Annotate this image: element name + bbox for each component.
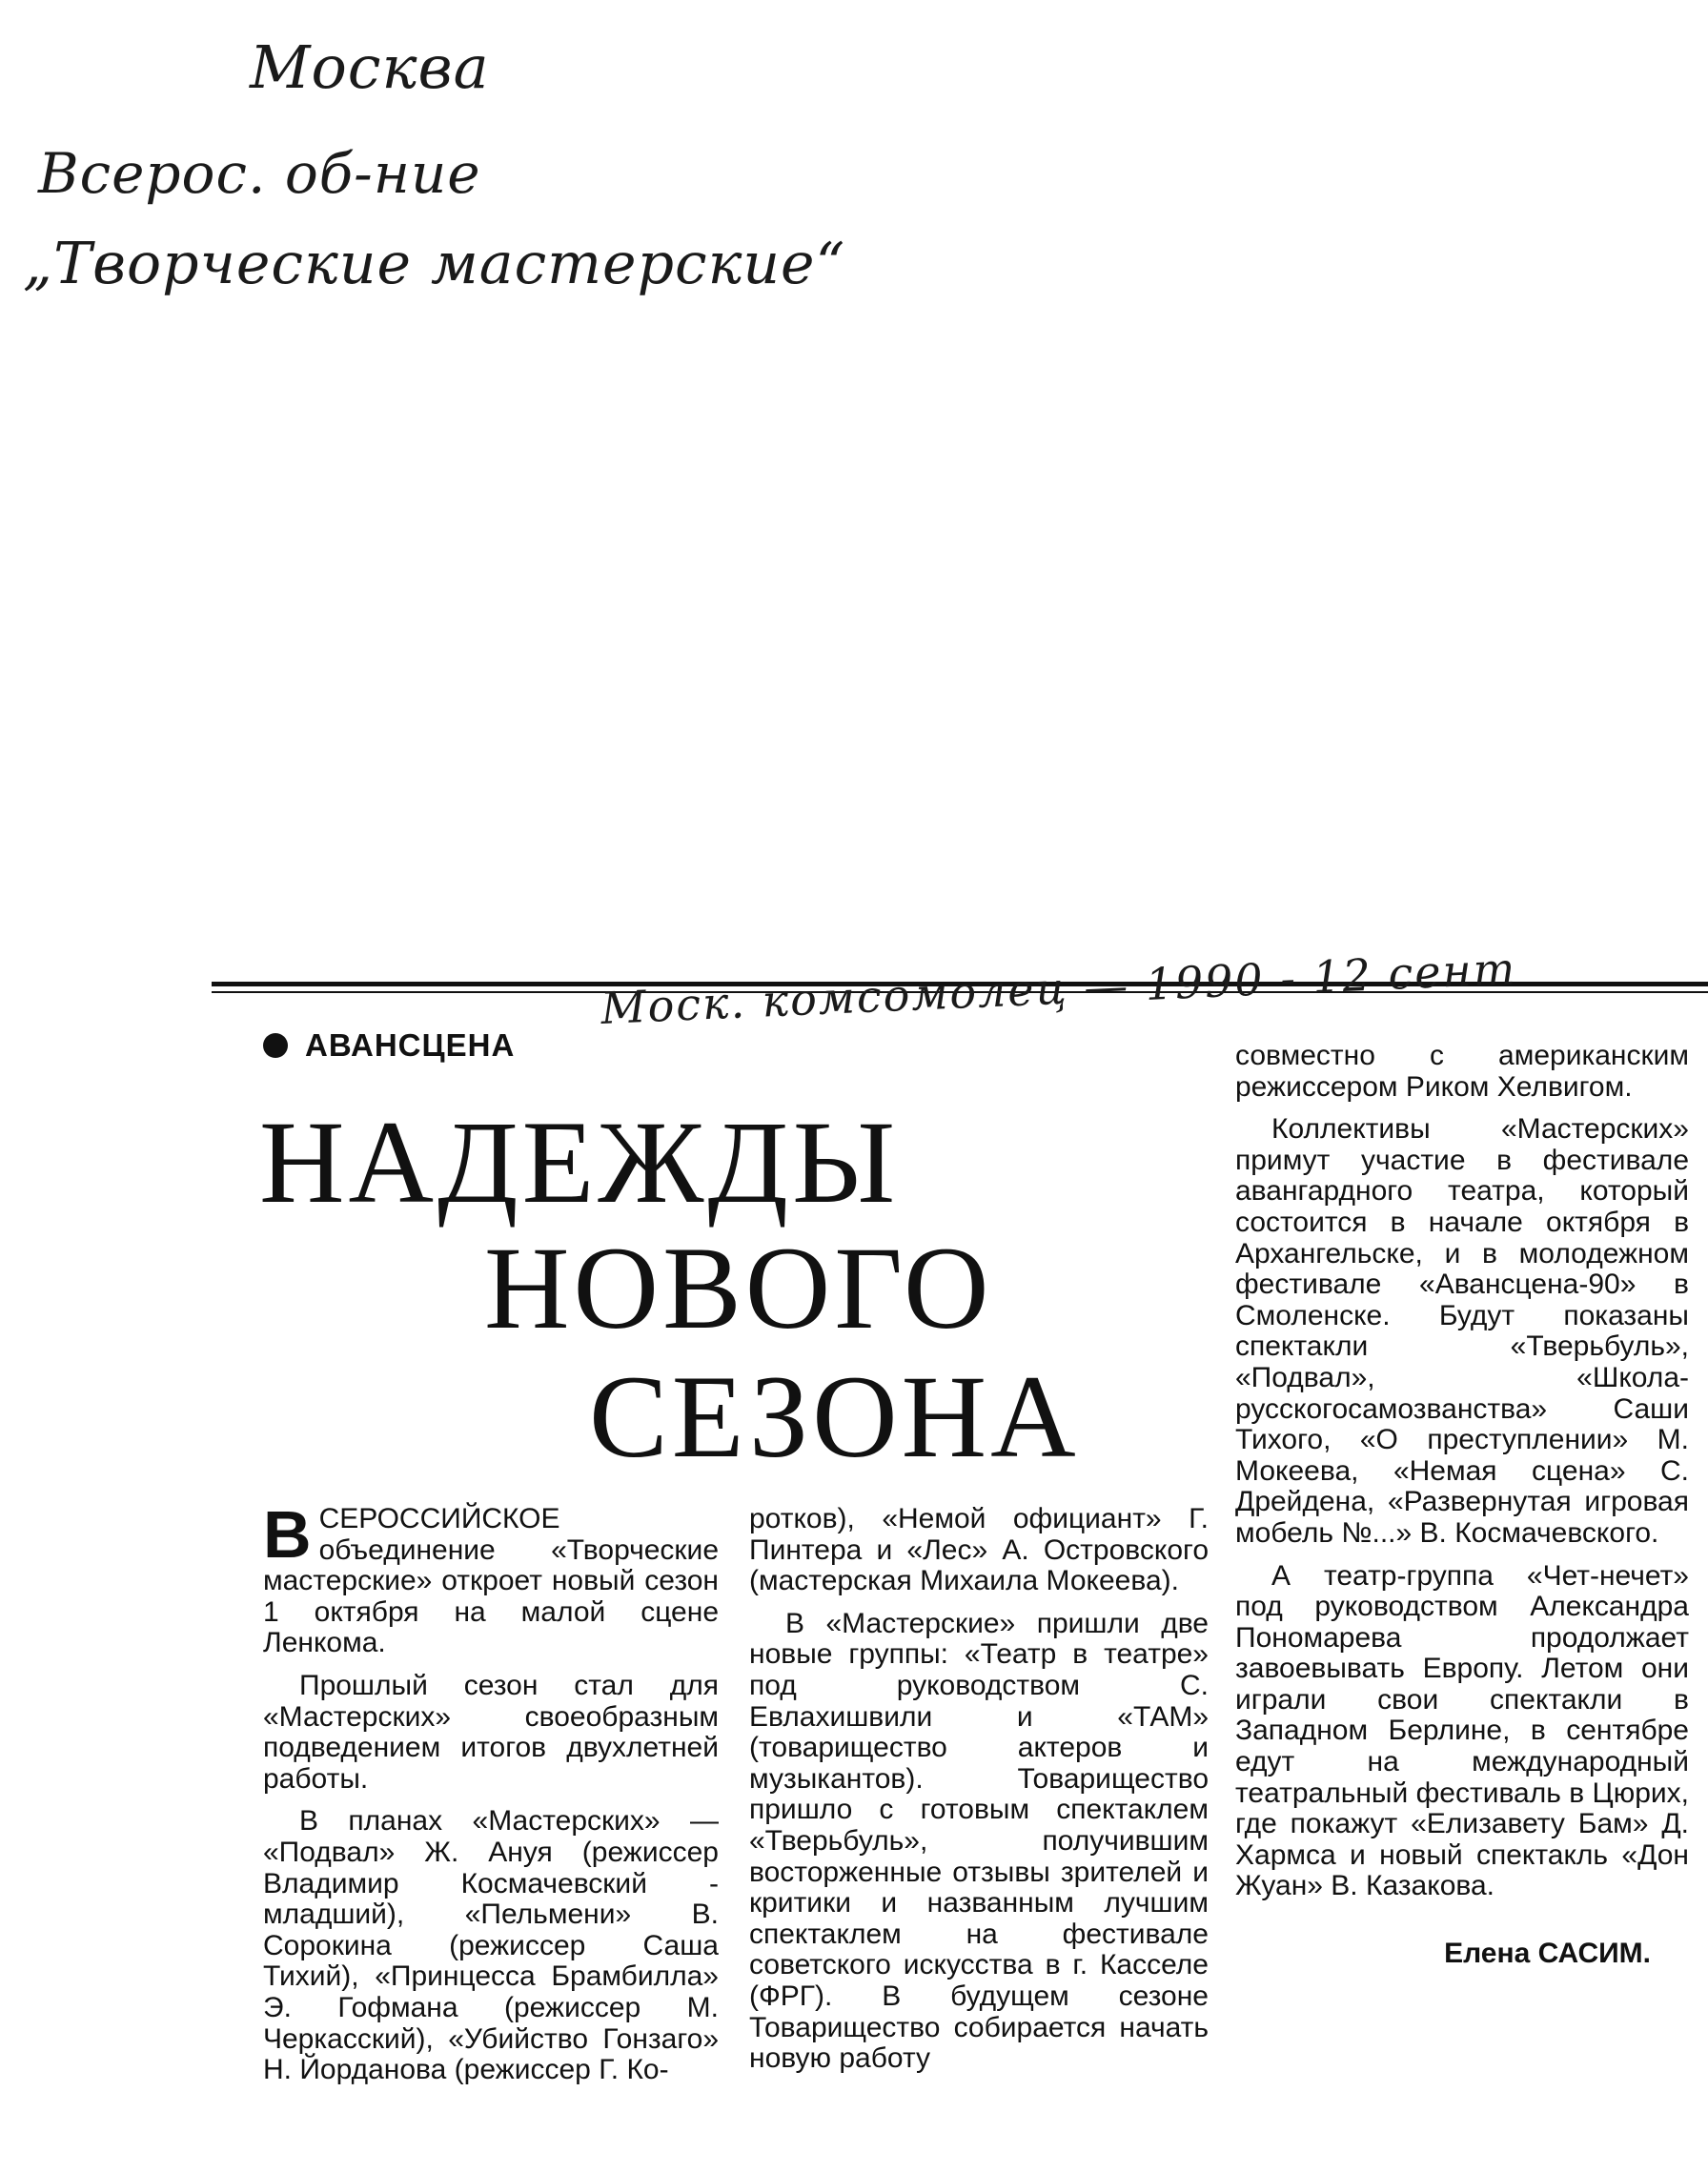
headline-line-2: НОВОГО	[484, 1223, 993, 1353]
article-paragraph: ротков), «Немой официант» Г. Пинтера и «Лес» А. Островского (мастерская Михаила Мокеева).	[749, 1503, 1209, 1597]
article-paragraph: Коллективы «Мастерских» примут участие в фестивале авангардного театра, который состоится в начале октября в Архангельске, и в молодежном фестивале «Авансцена-90» в Смоленске. Будут показаны спектакли «Тверьбуль», «Подвал», «Школа-русскогосамозванства» Саши Тихого, «О преступлении» М. Мокеева, «Немая сцена» С. Дрейдена, «Развернутая игровая мобель №...» В. Космачевского.	[1235, 1113, 1689, 1549]
handwritten-note-city: Москва	[250, 32, 490, 102]
handwritten-note-workshops: „Творческие мастерские“	[23, 231, 846, 297]
author-signature: Елена САСИМ.	[1444, 1938, 1651, 1970]
article-paragraph: Прошлый сезон стал для «Мастерских» своеобразным подведением итогов двухлетней работы.	[263, 1669, 719, 1795]
article-paragraph: А театр-группа «Чет-нечет» под руководством Александра Пономарева продолжает завоевывать Европу. Летом они играли свои спектакли в Западном Берлине, в сентябре едут на международный театральный фестиваль в Цюрих, где покажут «Елизавету Бам» Д. Хармса и новый спектакль «Дон Жуан» В. Казакова.	[1235, 1559, 1689, 1902]
lead-paragraph	[263, 1497, 719, 1659]
rubric	[263, 1027, 515, 1064]
drop-cap: В	[263, 1497, 312, 1572]
article-column-1	[263, 1497, 719, 2098]
lead-text: СЕРОССИЙСКОЕ объединение «Творческие мастерские» откроет новый сезон 1 октября на малой сцене Ленкома.	[263, 1503, 719, 1659]
rubric-label: АВАНСЦЕНА	[305, 1027, 516, 1063]
handwritten-source-note: Моск. комсомолец — 1990 - 12 сент	[600, 943, 1518, 1034]
handwritten-note-association: Всерос. об-ние	[38, 141, 481, 206]
article-paragraph: В «Мастерские» пришли две новые группы: «Театр в театре» под руководством С. Евлахишвили и «ТАМ» (товарищество актеров и музыкантов). Товарищество пришло с готовым спектаклем «Тверьбуль», получившим восторженные отзывы зрителей и критики и названным лучшим спектаклем на фестивале советского искусства в г. Касселе (ФРГ). В будущем сезоне Товарищество собирается начать новую работу	[749, 1607, 1209, 2075]
headline-line-1: НАДЕЖДЫ	[259, 1097, 900, 1228]
article-paragraph: В планах «Мастерских» — «Подвал» Ж. Ануя (режиссер Владимир Космачевский - младший), «Пельмени» В. Сорокина (режиссер Саша Тихий), «Принцесса Брамбилла» Э. Гофмана (режиссер М. Черкасский), «Убийство Гонзаго» Н. Йорданова (режиссер Г. Ко-	[263, 1805, 719, 2086]
bullet-icon	[263, 1033, 288, 1058]
article-column-2	[749, 1504, 1209, 2086]
article-paragraph: совместно с американским режиссером Риком Хелвигом.	[1235, 1040, 1689, 1103]
article-column-3	[1235, 1041, 1689, 1981]
headline-line-3: СЕЗОНА	[589, 1351, 1080, 1482]
